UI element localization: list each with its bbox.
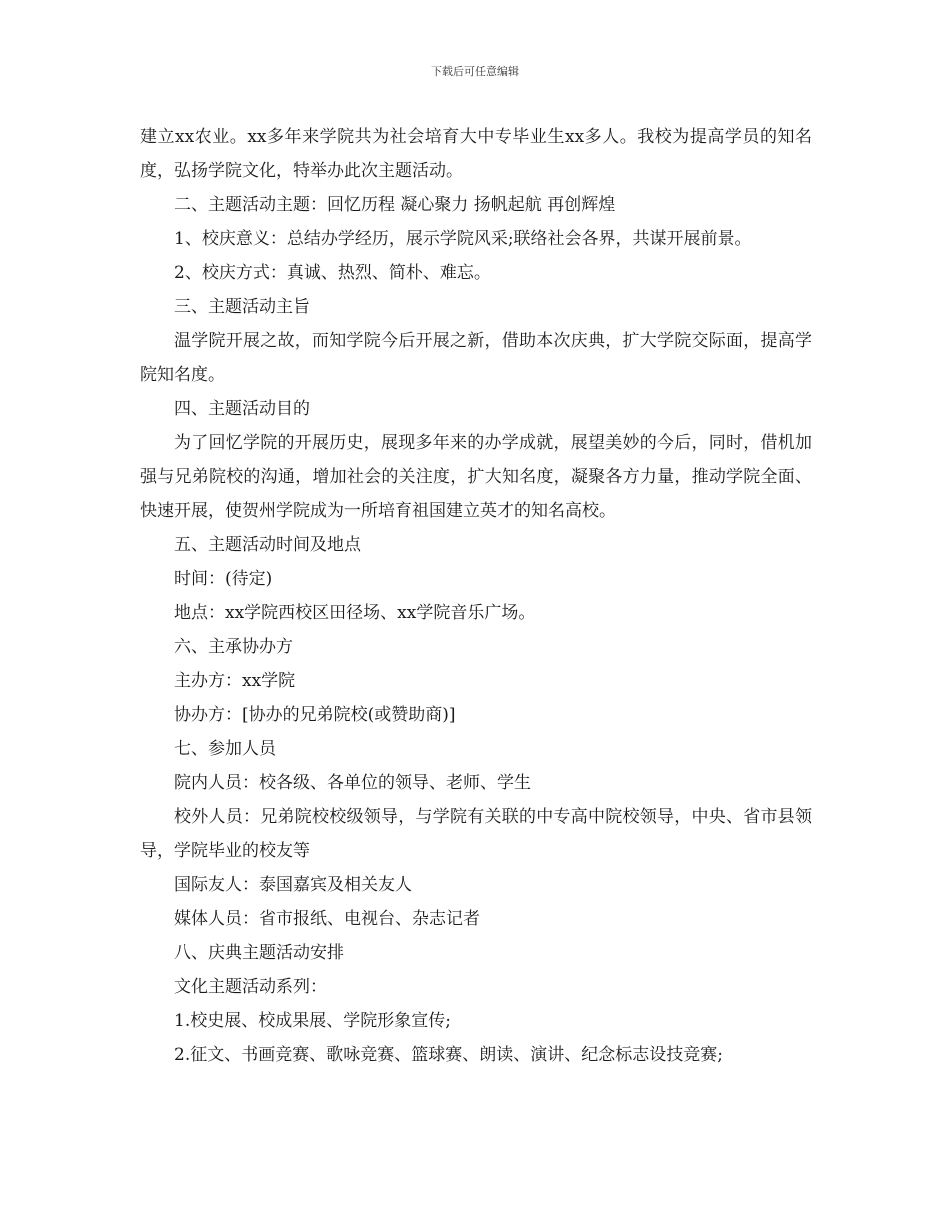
paragraph: 七、参加人员: [174, 739, 276, 759]
paragraph: 2、校庆方式：真诚、热烈、简朴、难忘。: [174, 263, 491, 283]
paragraph: 协办方：[协办的兄弟院校(或赞助商)]: [174, 705, 456, 725]
paragraph: 2.征文、书画竞赛、歌咏竞赛、篮球赛、朗读、演讲、纪念标志设技竞赛;: [174, 1045, 723, 1065]
paragraph: 三、主题活动主旨: [174, 297, 310, 317]
paragraph: 建立xx农业。xx多年来学院共为社会培育大中专毕业生xx多人。我校为提高学员的知名度，弘扬学院文化，特举办此次主题活动。: [140, 127, 812, 181]
paragraph: 时间：(待定): [174, 569, 273, 589]
paragraph: 为了回忆学院的开展历史，展现多年来的办学成就，展望美妙的今后，同时，借机加强与兄弟院校的沟通，增加社会的关注度，扩大知名度，凝聚各方力量，推动学院全面、快速开展，使贺州学院成为一所培育祖国建立英才的知名高校。: [140, 433, 812, 521]
paragraph: 温学院开展之故，而知学院今后开展之新，借助本次庆典，扩大学院交际面，提高学院知名度。: [140, 331, 812, 385]
paragraph: 校外人员：兄弟院校校级领导，与学院有关联的中专高中院校领导，中央、省市县领导，学院毕业的校友等: [140, 807, 812, 861]
paragraph: 院内人员：校各级、各单位的领导、老师、学生: [174, 773, 531, 793]
page-header: 下载后可任意编辑: [431, 65, 519, 78]
paragraph: 五、主题活动时间及地点: [174, 535, 361, 555]
paragraph: 四、主题活动目的: [174, 399, 310, 419]
paragraph: 主办方：xx学院: [174, 671, 296, 691]
paragraph: 1.校史展、校成果展、学院形象宣传;: [174, 1011, 451, 1031]
paragraph: 二、主题活动主题：回忆历程 凝心聚力 扬帆起航 再创辉煌: [174, 195, 616, 215]
paragraph: 六、主承协办方: [174, 637, 293, 657]
paragraph: 文化主题活动系列：: [174, 977, 327, 997]
document-body: [140, 120, 812, 1072]
paragraph: 1、校庆意义：总结办学经历，展示学院风采;联络社会各界，共谋开展前景。: [174, 229, 752, 249]
paragraph: 地点：xx学院西校区田径场、xx学院音乐广场。: [174, 603, 536, 623]
paragraph: 国际友人：泰国嘉宾及相关友人: [174, 875, 412, 895]
paragraph: 八、庆典主题活动安排: [174, 943, 344, 963]
paragraph: 媒体人员：省市报纸、电视台、杂志记者: [174, 909, 480, 929]
